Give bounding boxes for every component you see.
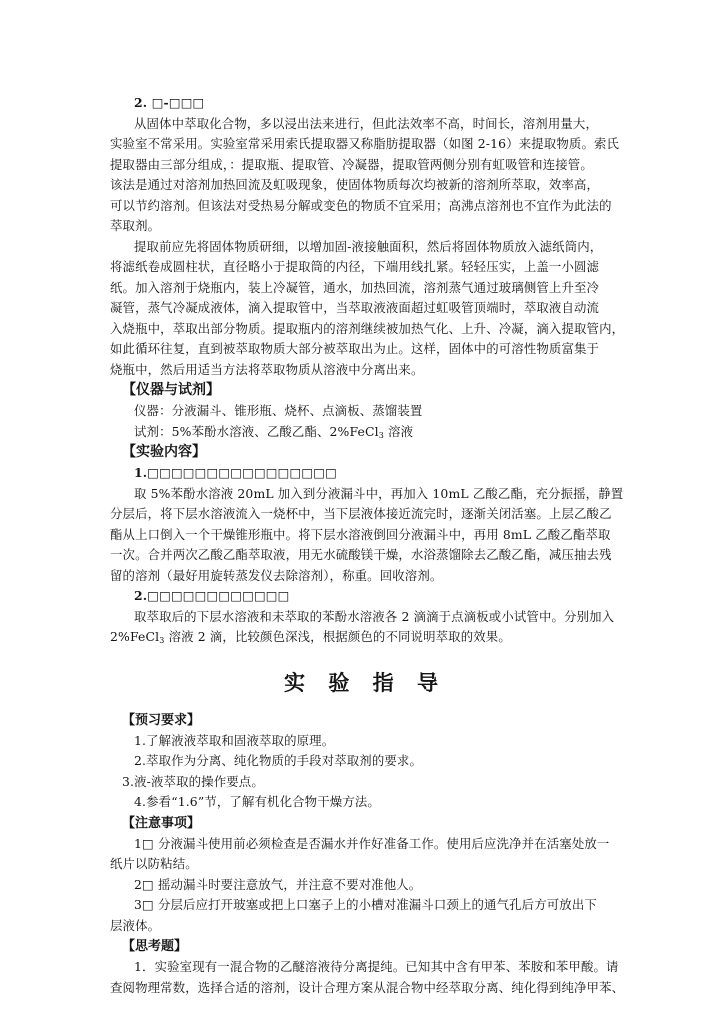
text-line: 入烧瓶中，萃取出部分物质。提取瓶内的溶剂继续被加热气化、上升、冷凝，滴入提取管内， <box>110 320 625 336</box>
text-line: 该法是通过对溶剂加热回流及虹吸现象，使固体物质每次均被新的溶剂所萃取，效率高， <box>110 177 600 192</box>
preview-list <box>110 731 620 813</box>
text-line: 可以节约溶剂。但该法对受热易分解或变色的物质不宜采用；高沸点溶剂也不宜作为此法的 <box>110 197 612 213</box>
paragraph-2 <box>110 237 625 381</box>
text-line: 萃取剂。 <box>110 218 161 233</box>
questions-heading: 【思考题】 <box>122 939 188 954</box>
notes-heading: 【注意事项】 <box>122 815 201 831</box>
list-item: 1.了解液液萃取和固液萃取的原理。 <box>134 732 335 748</box>
item1-title: 1.□□□□□□□□□□□□□□□□ <box>134 465 337 480</box>
reagents-suffix: 溶液 <box>384 423 414 439</box>
instruments-heading: 【仪器与试剂】 <box>122 382 220 398</box>
guide-title: 实 验 指 导 <box>284 670 446 695</box>
text-line: 提取器由三部分组成，：提取瓶、提取管、冷凝器，提取管两侧分别有虹吸管和连接管。 <box>110 156 593 172</box>
text-line: 凝管，蒸气冷凝成液体，滴入提取管中，当萃取液液面超过虹吸管顶端时，萃取液自动流 <box>110 300 600 315</box>
questions-list <box>110 957 625 998</box>
text-line: 如此循环往复，直到被萃取物质大部分被萃取出为止。这样，固体中的可溶性物质富集于 <box>110 341 600 356</box>
list-item: 4.参看“1.6”节，了解有机化合物干燥方法。 <box>134 794 380 809</box>
text-line: 分层后，将下层水溶液流入一烧杯中，当下层液体接近流完时，逐渐关闭活塞。上层乙酸乙 <box>110 506 612 521</box>
reagents-line <box>110 422 620 443</box>
text-line: 纸。加入溶剂于烧瓶内，装上冷凝管，通水，加热回流，溶剂蒸气通过玻璃侧管上升至冷 <box>110 279 600 295</box>
text-line: 实验室不常采用。实验室常采用索氏提取器又称脂肪提取器（如图 2-16）来提取物质。索氏 <box>110 136 620 151</box>
item2-paragraph <box>110 607 620 648</box>
document-page <box>110 93 625 998</box>
text-line: 酯从上口倒入一个干燥锥形瓶中。将下层水溶液倒回分液漏斗中，再用 8mL 乙酸乙酯萃取 <box>110 526 611 542</box>
list-item: 1□ 分液漏斗使用前必须检查是否漏水并作好准备工作。使用后应洗净并在活塞处放一 <box>134 835 610 851</box>
text-line: 取萃取后的下层水溶液和未萃取的苯酚水溶液各 2 滴滴于点滴板或小试管中。分别加入 <box>134 608 615 624</box>
text-line: 将滤纸卷成圆柱状，直径略小于提取筒的内径，下端用线扎紧。轻轻压实，上盖一小圆滤 <box>110 259 600 274</box>
paragraph-1 <box>110 114 620 237</box>
item1-paragraph <box>110 484 624 587</box>
list-item: 3□ 分层后应打开玻塞或把上口塞子上的小槽对准漏斗口颈上的通气孔后方可放出下 <box>134 897 597 912</box>
text-line: 留的溶剂（最好用旋转蒸发仪去除溶剂），称重。回收溶剂。 <box>110 567 443 583</box>
text-line <box>110 627 620 648</box>
text-line: 提取前应先将固体物质研细，以增加固-液接触面积，然后将固体物质放入滤纸筒内， <box>134 238 603 254</box>
text-line: 取 5%苯酚水溶液 20mL 加入到分液漏斗中，再加入 10mL 乙酸乙酯，充分振摇，静置 <box>134 485 624 501</box>
list-item: 2□ 摇动漏斗时要注意放气，并注意不要对准他人。 <box>134 876 422 892</box>
item2-title: 2.□□□□□□□□□□□□ <box>134 588 290 603</box>
item2-prefix: 2%FeCl <box>110 629 160 644</box>
item2-subscript: 3 <box>159 636 165 645</box>
text-line: 层液体。 <box>110 917 161 933</box>
reagents-subscript: 3 <box>378 430 385 440</box>
text-line: 从固体中萃取化合物，多以浸出法来进行，但此法效率不高，时间长，溶剂用量大， <box>134 115 599 131</box>
text-line: 烧瓶中，然后用适当方法将萃取物质从溶液中分离出来。 <box>110 361 424 377</box>
item2-suffix: 溶液 2 滴，比较颜色深浅，根据颜色的不同说明萃取的效果。 <box>164 629 511 644</box>
notes-list <box>110 834 620 937</box>
content-heading: 【实验内容】 <box>122 444 206 460</box>
preview-heading: 【预习要求】 <box>122 712 201 728</box>
text-line: 纸片以防粘结。 <box>110 856 198 871</box>
list-item: 2.萃取作为分离、纯化物质的手段对萃取剂的要求。 <box>134 753 423 768</box>
text-line: 查阅物理常数，选择合适的溶剂，设计合理方案从混合物中经萃取分离、纯化得到纯净甲苯、 <box>110 979 625 995</box>
text-line: 一次。合并两次乙酸乙酯萃取液，用无水硫酸镁干燥，水浴蒸馏除去乙酸乙酯，减压抽去残 <box>110 547 612 562</box>
reagents-prefix: 试剂：5%苯酚水溶液、乙酸乙酯、2%FeCl <box>134 423 379 439</box>
list-item: 1．实验室现有一混合物的乙醚溶液待分离提纯。已知其中含有甲苯、苯胺和苯甲酸。请 <box>134 959 619 974</box>
section2-title: 2. □-□□□ <box>134 95 205 110</box>
list-item: 3.液-液萃取的操作要点。 <box>122 773 264 789</box>
instruments-line: 仪器：分液漏斗、锥形瓶、烧杯、点滴板、蒸馏装置 <box>134 403 423 418</box>
